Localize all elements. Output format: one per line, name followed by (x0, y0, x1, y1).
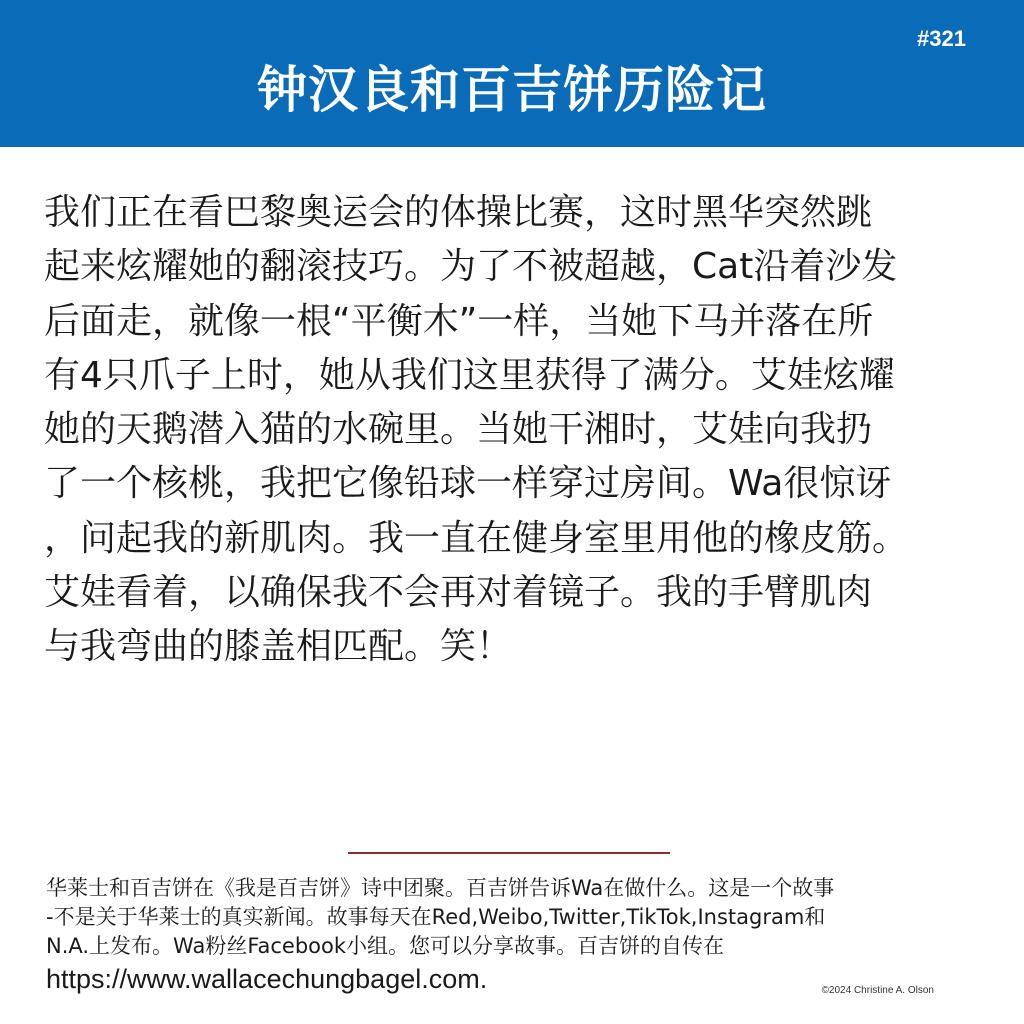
footer-line: -不是关于华莱士的真实新闻。故事每天在Red,Weibo,Twitter,TikTok,Instagram和 (46, 905, 826, 929)
story-line: 我们正在看巴黎奥运会的体操比赛，这时黑华突然跳 (44, 192, 873, 233)
footer-line: 华莱士和百吉饼在《我是百吉饼》诗中团聚。百吉饼告诉Wa在做什么。这是一个故事 (46, 876, 835, 900)
footer-line: N.A.上发布。Wa粉丝Facebook小组。您可以分享故事。百吉饼的自传在 (46, 934, 725, 958)
footer-divider (348, 852, 670, 854)
story-line: 与我弯曲的膝盖相匹配。笑！ (44, 626, 513, 668)
story-line: 起来炫耀她的翻滚技巧。为了不被超越，Cat沿着沙发 (44, 246, 898, 288)
story-line: ，问起我的新肌肉。我一直在健身室里用他的橡皮筋。 (44, 517, 909, 559)
story-line: 了一个核桃，我把它像铅球一样穿过房间。Wa很惊讶 (44, 463, 892, 505)
header-banner (0, 0, 1024, 147)
story-line: 后面走，就像一根“平衡木”一样，当她下马并落在所 (44, 300, 874, 342)
copyright-notice: ©2024 Christine A. Olson (821, 985, 934, 996)
story-line: 她的天鹅潜入猫的水碗里。当她干湘时，艾娃向我扔 (44, 409, 873, 451)
story-line: 有4只爪子上时，她从我们这里获得了满分。艾娃炫耀 (44, 354, 895, 396)
story-line: 艾娃看着，以确保我不会再对着镜子。我的手臂肌肉 (44, 572, 873, 614)
page-title: 钟汉良和百吉饼历险记 (257, 61, 767, 119)
episode-number: #321 (917, 26, 966, 51)
website-link[interactable]: https://www.wallacechungbagel.com. (46, 964, 488, 994)
footer-note (46, 874, 986, 961)
story-body (44, 186, 974, 675)
